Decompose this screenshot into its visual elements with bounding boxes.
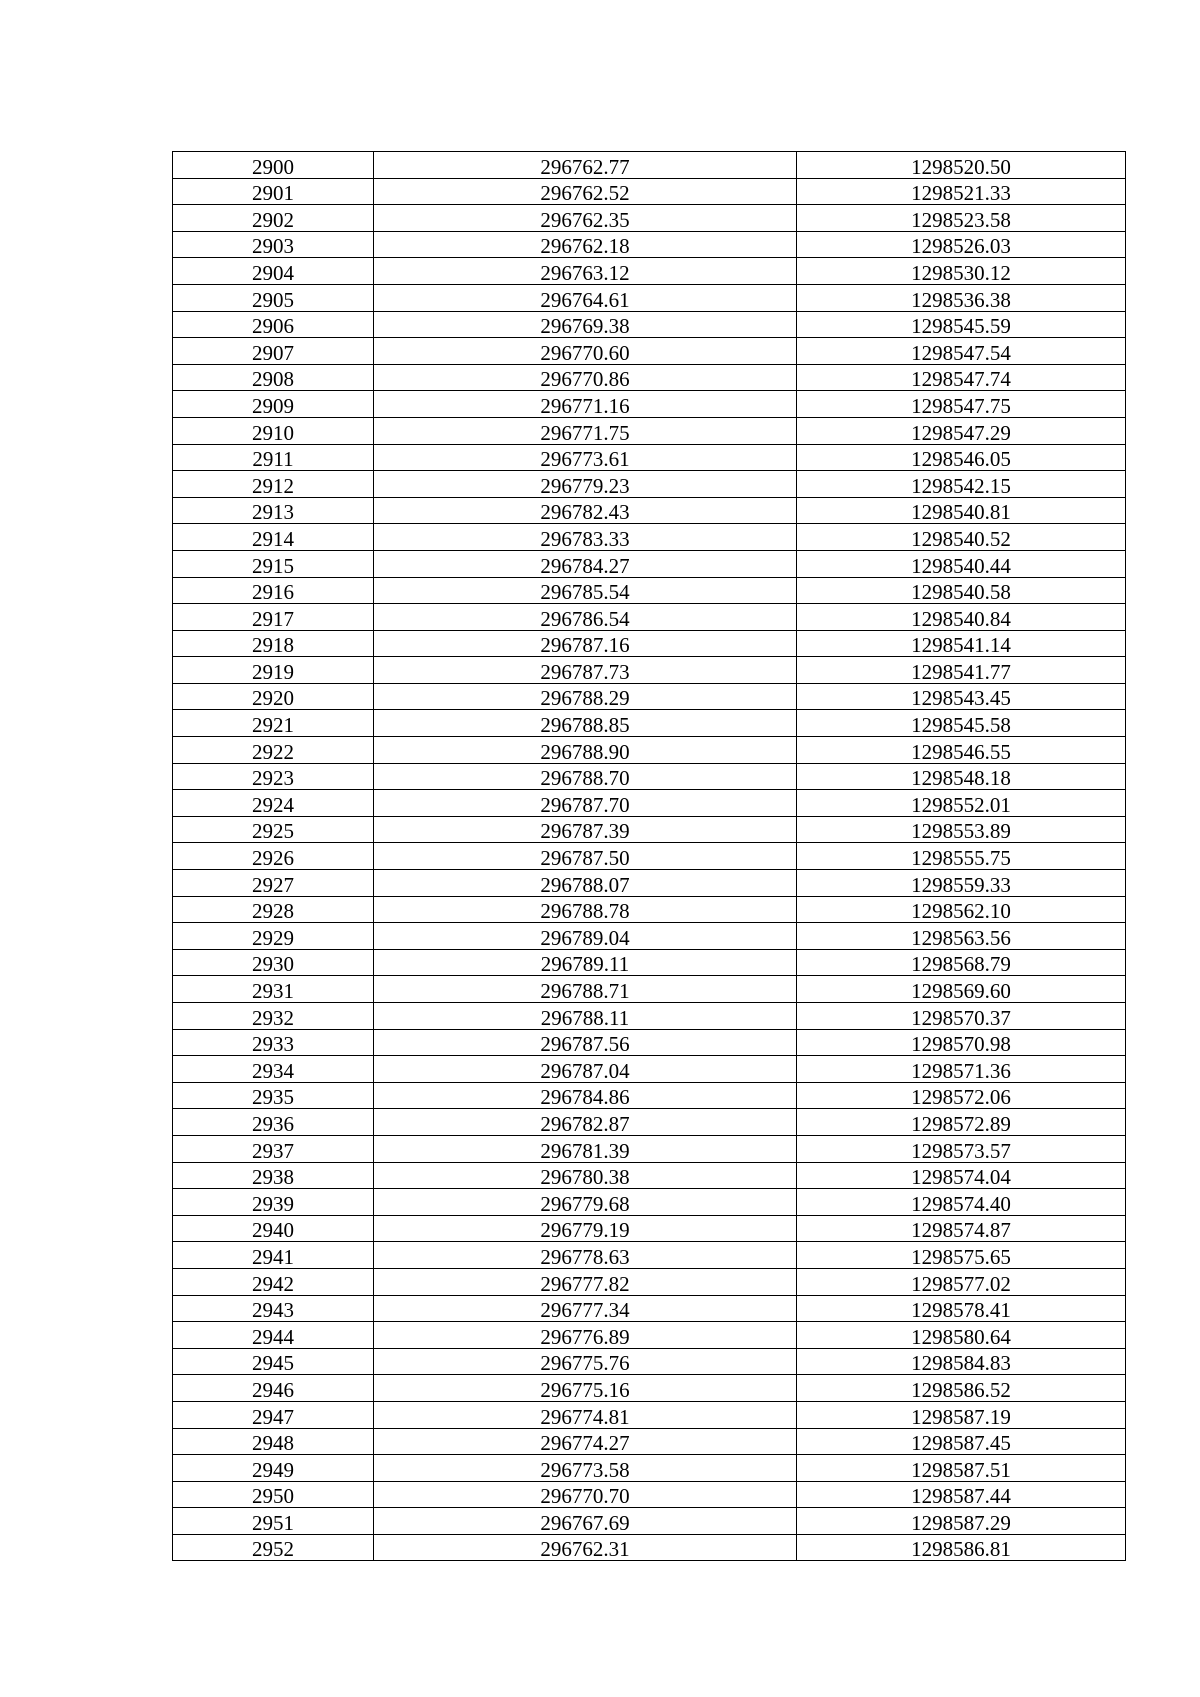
table-row <box>173 1268 1126 1295</box>
table-row <box>173 1135 1126 1162</box>
table-row <box>173 1189 1126 1216</box>
table-row <box>173 231 1126 258</box>
table-row <box>173 870 1126 897</box>
point-number-cell: 2932 <box>173 1003 374 1030</box>
x-coordinate-cell: 296773.61 <box>374 444 797 471</box>
y-coordinate-cell: 1298555.75 <box>797 843 1126 870</box>
x-coordinate-cell: 296787.04 <box>374 1056 797 1083</box>
x-coordinate-cell: 296774.27 <box>374 1428 797 1455</box>
x-coordinate-cell: 296788.78 <box>374 896 797 923</box>
table-row <box>173 1109 1126 1136</box>
point-number-cell: 2919 <box>173 657 374 684</box>
y-coordinate-cell: 1298541.77 <box>797 657 1126 684</box>
table-row <box>173 683 1126 710</box>
y-coordinate-cell: 1298570.98 <box>797 1029 1126 1056</box>
table-row <box>173 178 1126 205</box>
table-row <box>173 843 1126 870</box>
y-coordinate-cell: 1298587.29 <box>797 1508 1126 1535</box>
x-coordinate-cell: 296788.70 <box>374 763 797 790</box>
point-number-cell: 2937 <box>173 1135 374 1162</box>
table-row <box>173 1162 1126 1189</box>
point-number-cell: 2922 <box>173 737 374 764</box>
x-coordinate-cell: 296774.81 <box>374 1401 797 1428</box>
y-coordinate-cell: 1298572.06 <box>797 1082 1126 1109</box>
table-row <box>173 949 1126 976</box>
table-row <box>173 391 1126 418</box>
table-row <box>173 790 1126 817</box>
y-coordinate-cell: 1298574.87 <box>797 1215 1126 1242</box>
point-number-cell: 2911 <box>173 444 374 471</box>
point-number-cell: 2926 <box>173 843 374 870</box>
y-coordinate-cell: 1298552.01 <box>797 790 1126 817</box>
y-coordinate-cell: 1298587.45 <box>797 1428 1126 1455</box>
x-coordinate-cell: 296783.33 <box>374 524 797 551</box>
y-coordinate-cell: 1298571.36 <box>797 1056 1126 1083</box>
point-number-cell: 2915 <box>173 550 374 577</box>
point-number-cell: 2925 <box>173 816 374 843</box>
y-coordinate-cell: 1298562.10 <box>797 896 1126 923</box>
point-number-cell: 2904 <box>173 258 374 285</box>
point-number-cell: 2909 <box>173 391 374 418</box>
y-coordinate-cell: 1298520.50 <box>797 152 1126 179</box>
y-coordinate-cell: 1298541.14 <box>797 630 1126 657</box>
table-row <box>173 737 1126 764</box>
point-number-cell: 2952 <box>173 1534 374 1561</box>
x-coordinate-cell: 296770.86 <box>374 364 797 391</box>
point-number-cell: 2927 <box>173 870 374 897</box>
table-row <box>173 1481 1126 1508</box>
y-coordinate-cell: 1298578.41 <box>797 1295 1126 1322</box>
point-number-cell: 2902 <box>173 205 374 232</box>
point-number-cell: 2945 <box>173 1348 374 1375</box>
table-row <box>173 311 1126 338</box>
y-coordinate-cell: 1298587.44 <box>797 1481 1126 1508</box>
x-coordinate-cell: 296767.69 <box>374 1508 797 1535</box>
table-row <box>173 710 1126 737</box>
x-coordinate-cell: 296777.34 <box>374 1295 797 1322</box>
y-coordinate-cell: 1298548.18 <box>797 763 1126 790</box>
y-coordinate-cell: 1298547.75 <box>797 391 1126 418</box>
y-coordinate-cell: 1298586.81 <box>797 1534 1126 1561</box>
y-coordinate-cell: 1298574.04 <box>797 1162 1126 1189</box>
y-coordinate-cell: 1298573.57 <box>797 1135 1126 1162</box>
x-coordinate-cell: 296782.43 <box>374 497 797 524</box>
point-number-cell: 2924 <box>173 790 374 817</box>
point-number-cell: 2942 <box>173 1268 374 1295</box>
x-coordinate-cell: 296771.75 <box>374 417 797 444</box>
x-coordinate-cell: 296787.50 <box>374 843 797 870</box>
x-coordinate-cell: 296788.29 <box>374 683 797 710</box>
y-coordinate-cell: 1298545.59 <box>797 311 1126 338</box>
y-coordinate-cell: 1298580.64 <box>797 1322 1126 1349</box>
y-coordinate-cell: 1298570.37 <box>797 1003 1126 1030</box>
x-coordinate-cell: 296787.73 <box>374 657 797 684</box>
x-coordinate-cell: 296784.27 <box>374 550 797 577</box>
table-row <box>173 896 1126 923</box>
table-row <box>173 338 1126 365</box>
table-row <box>173 1375 1126 1402</box>
point-number-cell: 2941 <box>173 1242 374 1269</box>
x-coordinate-cell: 296762.52 <box>374 178 797 205</box>
point-number-cell: 2900 <box>173 152 374 179</box>
table-row <box>173 205 1126 232</box>
x-coordinate-cell: 296788.71 <box>374 976 797 1003</box>
table-row <box>173 976 1126 1003</box>
y-coordinate-cell: 1298569.60 <box>797 976 1126 1003</box>
x-coordinate-cell: 296762.31 <box>374 1534 797 1561</box>
table-row <box>173 1401 1126 1428</box>
point-number-cell: 2906 <box>173 311 374 338</box>
point-number-cell: 2939 <box>173 1189 374 1216</box>
point-number-cell: 2934 <box>173 1056 374 1083</box>
point-number-cell: 2913 <box>173 497 374 524</box>
table-row <box>173 1242 1126 1269</box>
y-coordinate-cell: 1298574.40 <box>797 1189 1126 1216</box>
point-number-cell: 2933 <box>173 1029 374 1056</box>
table-row <box>173 1534 1126 1561</box>
table-row <box>173 417 1126 444</box>
table-row <box>173 1455 1126 1482</box>
x-coordinate-cell: 296764.61 <box>374 284 797 311</box>
table-row <box>173 923 1126 950</box>
x-coordinate-cell: 296787.16 <box>374 630 797 657</box>
x-coordinate-cell: 296780.38 <box>374 1162 797 1189</box>
y-coordinate-cell: 1298540.52 <box>797 524 1126 551</box>
y-coordinate-cell: 1298547.54 <box>797 338 1126 365</box>
y-coordinate-cell: 1298530.12 <box>797 258 1126 285</box>
point-number-cell: 2947 <box>173 1401 374 1428</box>
point-number-cell: 2901 <box>173 178 374 205</box>
x-coordinate-cell: 296779.19 <box>374 1215 797 1242</box>
coordinate-table <box>172 151 1126 1561</box>
y-coordinate-cell: 1298526.03 <box>797 231 1126 258</box>
point-number-cell: 2923 <box>173 763 374 790</box>
table-row <box>173 1082 1126 1109</box>
y-coordinate-cell: 1298523.58 <box>797 205 1126 232</box>
x-coordinate-cell: 296773.58 <box>374 1455 797 1482</box>
point-number-cell: 2905 <box>173 284 374 311</box>
x-coordinate-cell: 296776.89 <box>374 1322 797 1349</box>
y-coordinate-cell: 1298587.19 <box>797 1401 1126 1428</box>
x-coordinate-cell: 296785.54 <box>374 577 797 604</box>
point-number-cell: 2920 <box>173 683 374 710</box>
y-coordinate-cell: 1298543.45 <box>797 683 1126 710</box>
x-coordinate-cell: 296779.23 <box>374 471 797 498</box>
x-coordinate-cell: 296770.70 <box>374 1481 797 1508</box>
table-row <box>173 577 1126 604</box>
table-row <box>173 524 1126 551</box>
x-coordinate-cell: 296762.35 <box>374 205 797 232</box>
point-number-cell: 2949 <box>173 1455 374 1482</box>
y-coordinate-cell: 1298540.81 <box>797 497 1126 524</box>
point-number-cell: 2914 <box>173 524 374 551</box>
table-row <box>173 550 1126 577</box>
x-coordinate-cell: 296788.90 <box>374 737 797 764</box>
table-row <box>173 444 1126 471</box>
x-coordinate-cell: 296787.70 <box>374 790 797 817</box>
table-row <box>173 497 1126 524</box>
table-row <box>173 284 1126 311</box>
table-row <box>173 1322 1126 1349</box>
x-coordinate-cell: 296779.68 <box>374 1189 797 1216</box>
y-coordinate-cell: 1298546.05 <box>797 444 1126 471</box>
table-row <box>173 364 1126 391</box>
point-number-cell: 2940 <box>173 1215 374 1242</box>
table-row <box>173 471 1126 498</box>
point-number-cell: 2931 <box>173 976 374 1003</box>
y-coordinate-cell: 1298547.29 <box>797 417 1126 444</box>
table-row <box>173 1348 1126 1375</box>
point-number-cell: 2910 <box>173 417 374 444</box>
point-number-cell: 2943 <box>173 1295 374 1322</box>
point-number-cell: 2916 <box>173 577 374 604</box>
x-coordinate-cell: 296762.18 <box>374 231 797 258</box>
x-coordinate-cell: 296788.85 <box>374 710 797 737</box>
x-coordinate-cell: 296787.56 <box>374 1029 797 1056</box>
point-number-cell: 2918 <box>173 630 374 657</box>
x-coordinate-cell: 296789.04 <box>374 923 797 950</box>
y-coordinate-cell: 1298563.56 <box>797 923 1126 950</box>
point-number-cell: 2938 <box>173 1162 374 1189</box>
point-number-cell: 2936 <box>173 1109 374 1136</box>
point-number-cell: 2907 <box>173 338 374 365</box>
table-row <box>173 1508 1126 1535</box>
point-number-cell: 2951 <box>173 1508 374 1535</box>
x-coordinate-cell: 296770.60 <box>374 338 797 365</box>
point-number-cell: 2921 <box>173 710 374 737</box>
x-coordinate-cell: 296782.87 <box>374 1109 797 1136</box>
x-coordinate-cell: 296775.16 <box>374 1375 797 1402</box>
point-number-cell: 2935 <box>173 1082 374 1109</box>
table-row <box>173 630 1126 657</box>
y-coordinate-cell: 1298521.33 <box>797 178 1126 205</box>
y-coordinate-cell: 1298542.15 <box>797 471 1126 498</box>
table-row <box>173 763 1126 790</box>
y-coordinate-cell: 1298546.55 <box>797 737 1126 764</box>
x-coordinate-cell: 296778.63 <box>374 1242 797 1269</box>
table-row <box>173 258 1126 285</box>
table-row <box>173 1215 1126 1242</box>
table-row <box>173 816 1126 843</box>
x-coordinate-cell: 296763.12 <box>374 258 797 285</box>
point-number-cell: 2950 <box>173 1481 374 1508</box>
x-coordinate-cell: 296784.86 <box>374 1082 797 1109</box>
y-coordinate-cell: 1298545.58 <box>797 710 1126 737</box>
table-row <box>173 152 1126 179</box>
table-row <box>173 1056 1126 1083</box>
y-coordinate-cell: 1298577.02 <box>797 1268 1126 1295</box>
y-coordinate-cell: 1298547.74 <box>797 364 1126 391</box>
x-coordinate-cell: 296787.39 <box>374 816 797 843</box>
x-coordinate-cell: 296762.77 <box>374 152 797 179</box>
point-number-cell: 2930 <box>173 949 374 976</box>
point-number-cell: 2944 <box>173 1322 374 1349</box>
point-number-cell: 2946 <box>173 1375 374 1402</box>
table-row <box>173 1029 1126 1056</box>
x-coordinate-cell: 296777.82 <box>374 1268 797 1295</box>
y-coordinate-cell: 1298586.52 <box>797 1375 1126 1402</box>
y-coordinate-cell: 1298572.89 <box>797 1109 1126 1136</box>
y-coordinate-cell: 1298568.79 <box>797 949 1126 976</box>
table-row <box>173 657 1126 684</box>
x-coordinate-cell: 296771.16 <box>374 391 797 418</box>
x-coordinate-cell: 296789.11 <box>374 949 797 976</box>
point-number-cell: 2928 <box>173 896 374 923</box>
point-number-cell: 2903 <box>173 231 374 258</box>
table-body <box>173 152 1126 1561</box>
table-row <box>173 1003 1126 1030</box>
x-coordinate-cell: 296769.38 <box>374 311 797 338</box>
point-number-cell: 2912 <box>173 471 374 498</box>
y-coordinate-cell: 1298536.38 <box>797 284 1126 311</box>
y-coordinate-cell: 1298540.58 <box>797 577 1126 604</box>
point-number-cell: 2908 <box>173 364 374 391</box>
x-coordinate-cell: 296788.11 <box>374 1003 797 1030</box>
x-coordinate-cell: 296788.07 <box>374 870 797 897</box>
point-number-cell: 2917 <box>173 604 374 631</box>
x-coordinate-cell: 296781.39 <box>374 1135 797 1162</box>
point-number-cell: 2929 <box>173 923 374 950</box>
y-coordinate-cell: 1298584.83 <box>797 1348 1126 1375</box>
y-coordinate-cell: 1298559.33 <box>797 870 1126 897</box>
y-coordinate-cell: 1298553.89 <box>797 816 1126 843</box>
y-coordinate-cell: 1298540.84 <box>797 604 1126 631</box>
x-coordinate-cell: 296775.76 <box>374 1348 797 1375</box>
x-coordinate-cell: 296786.54 <box>374 604 797 631</box>
point-number-cell: 2948 <box>173 1428 374 1455</box>
table-row <box>173 604 1126 631</box>
table-row <box>173 1295 1126 1322</box>
table-row <box>173 1428 1126 1455</box>
y-coordinate-cell: 1298575.65 <box>797 1242 1126 1269</box>
y-coordinate-cell: 1298587.51 <box>797 1455 1126 1482</box>
y-coordinate-cell: 1298540.44 <box>797 550 1126 577</box>
